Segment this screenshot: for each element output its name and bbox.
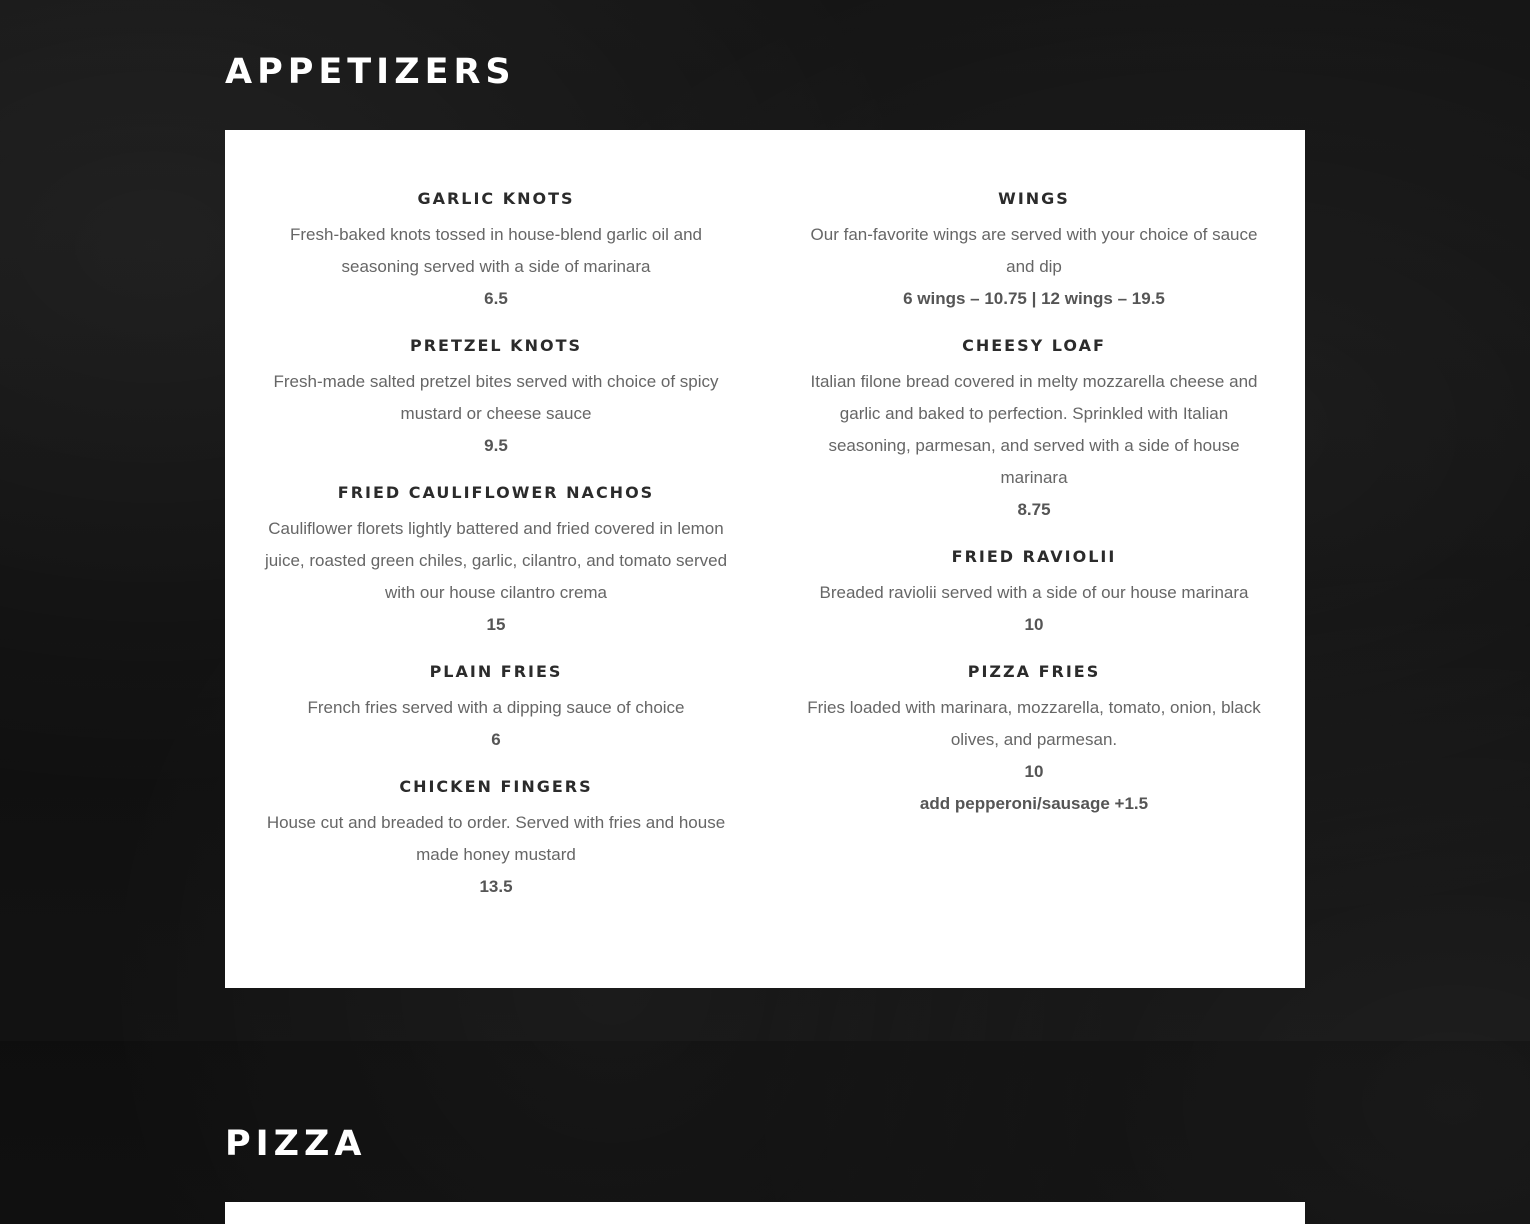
item-price: 6 wings – 10.75 | 12 wings – 19.5: [903, 289, 1165, 308]
item-name: CHEESY LOAF: [962, 336, 1106, 355]
pizza-menu-card: [225, 1202, 1305, 1224]
item-name: FRIED RAVIOLII: [951, 547, 1117, 566]
item-description: Fries loaded with marinara, mozzarella, tomato, onion, black olives, and parmesan.: [807, 698, 1261, 749]
menu-item-fried-cauliflower-nachos: [261, 483, 731, 641]
menu-item-wings: [799, 189, 1269, 315]
menu-item-pretzel-knots: [261, 336, 731, 462]
menu-item-pizza-fries: [799, 662, 1269, 820]
pizza-section-title: PIZZA: [225, 1124, 367, 1164]
item-price: 9.5: [484, 436, 508, 455]
item-description: French fries served with a dipping sauce of choice: [307, 698, 685, 717]
item-description: Fresh-made salted pretzel bites served with choice of spicy mustard or cheese sauce: [273, 372, 719, 423]
item-name: GARLIC KNOTS: [417, 189, 575, 208]
item-price: 6: [491, 730, 501, 749]
item-addon-price: add pepperoni/sausage +1.5: [919, 794, 1149, 813]
appetizers-section-title: APPETIZERS: [225, 52, 516, 92]
appetizers-menu-card: [225, 130, 1305, 988]
item-description: Breaded raviolii served with a side of our house marinara: [819, 583, 1249, 602]
item-description: Italian filone bread covered in melty mozzarella cheese and garlic and baked to perfection. Sprinkled with Italian seasoning, parmesan, and served with a side of house marinara: [810, 372, 1258, 487]
item-price: 15: [486, 615, 506, 634]
item-price: 10: [1024, 615, 1044, 634]
item-description: Fresh-baked knots tossed in house-blend garlic oil and seasoning served with a side of marinara: [289, 225, 703, 276]
item-description: Cauliflower florets lightly battered and fried covered in lemon juice, roasted green chiles, garlic, cilantro, and tomato served with our house cilantro crema: [264, 519, 728, 602]
menu-item-cheesy-loaf: [799, 336, 1269, 526]
menu-column-right: [799, 189, 1269, 841]
menu-column-left: [261, 189, 731, 924]
item-price: 8.75: [1017, 500, 1051, 519]
item-price: 6.5: [484, 289, 508, 308]
item-name: CHICKEN FINGERS: [399, 777, 593, 796]
menu-item-plain-fries: [261, 662, 731, 756]
item-name: PRETZEL KNOTS: [409, 336, 582, 355]
menu-item-garlic-knots: [261, 189, 731, 315]
item-description: Our fan-favorite wings are served with your choice of sauce and dip: [810, 225, 1258, 276]
item-description: House cut and breaded to order. Served with fries and house made honey mustard: [266, 813, 726, 864]
menu-item-fried-raviolii: [799, 547, 1269, 641]
menu-item-chicken-fingers: [261, 777, 731, 903]
item-name: WINGS: [998, 189, 1070, 208]
item-price: 13.5: [479, 877, 513, 896]
item-name: PLAIN FRIES: [429, 662, 563, 681]
item-price: 10: [1024, 762, 1044, 781]
item-name: FRIED CAULIFLOWER NACHOS: [337, 483, 655, 502]
item-name: PIZZA FRIES: [967, 662, 1101, 681]
